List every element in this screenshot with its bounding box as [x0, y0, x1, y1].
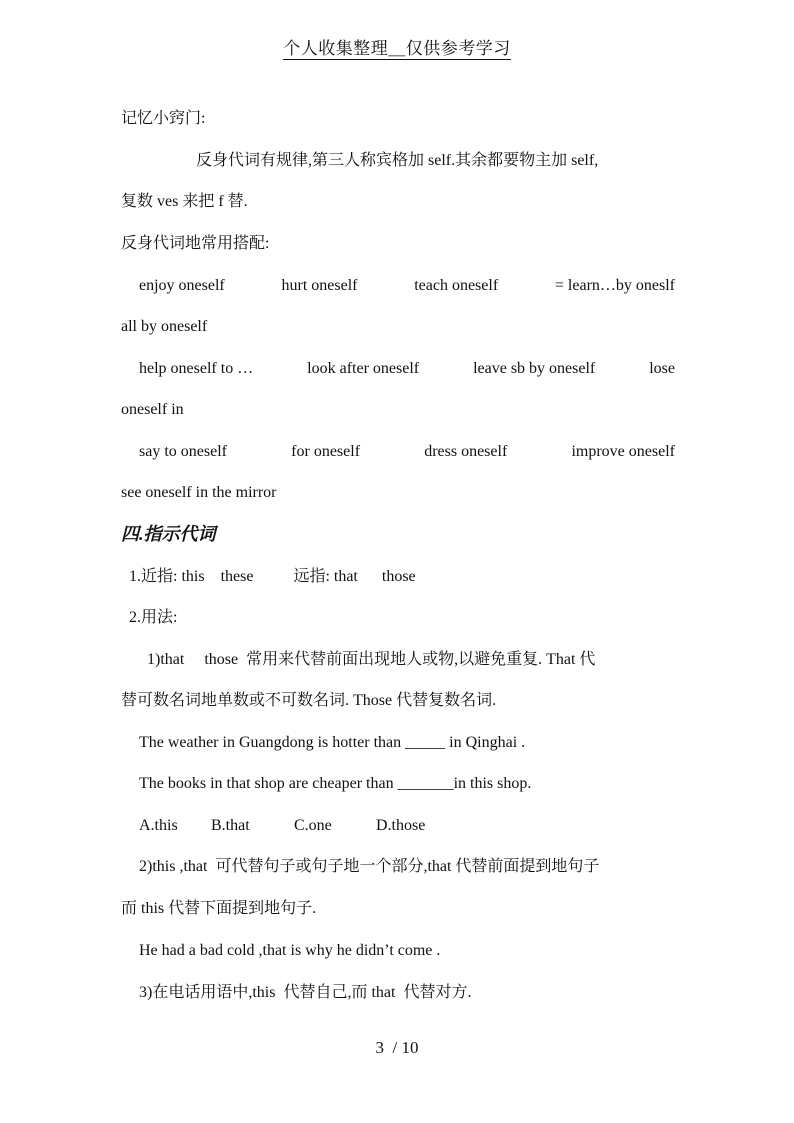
collocation-item: teach oneself — [414, 277, 499, 294]
collocation-row-2-cont: oneself in — [121, 401, 184, 418]
collocation-item: look after oneself — [307, 360, 420, 377]
usage-1-line1: 1)that those 常用来代替前面出现地人或物,以避免重复. That 代 — [147, 651, 596, 668]
header-text: 个人收集整理＿仅供参考学习 — [283, 39, 511, 58]
usage-2-line2: 而 this 代替下面提到地句子. — [121, 900, 317, 917]
collocation-row-1-cont: all by oneself — [121, 318, 208, 335]
option-c: C.one — [294, 817, 332, 834]
mnemonic-rule-line2: 复数 ves 来把 f 替. — [121, 193, 248, 210]
collocation-row-3-cont: see oneself in the mirror — [121, 484, 277, 501]
option-a: A.this — [139, 817, 178, 834]
usage-2-line1: 2)this ,that 可代替句子或句子地一个部分,that 代替前面提到地句子 — [139, 858, 600, 875]
collocation-item: leave sb by oneself — [473, 360, 596, 377]
mnemonic-rule-line1: 反身代词有规律,第三人称宾格加 self.其余都要物主加 self, — [196, 152, 599, 169]
usage-3: 3)在电话用语中,this 代替自己,而 that 代替对方. — [139, 984, 472, 1001]
collocation-item: = learn…by oneslf — [554, 277, 675, 294]
point-2: 2.用法: — [129, 609, 178, 626]
answer-options — [139, 816, 695, 836]
collocation-item: hurt oneself — [281, 277, 358, 294]
collocation-item: help oneself to … — [139, 360, 254, 377]
collocation-item: for oneself — [291, 443, 361, 460]
example-3: He had a bad cold ,that is why he didn’t come . — [139, 942, 441, 959]
section-title: 四.指示代词 — [121, 524, 216, 544]
collocation-item: improve oneself — [571, 443, 675, 460]
example-2: The books in that shop are cheaper than _______in this shop. — [139, 775, 532, 792]
collocation-item: lose — [649, 360, 675, 377]
collocation-row-3 — [139, 442, 675, 462]
mnemonic-title: 记忆小窍门: — [121, 110, 206, 127]
point-1: 1.近指: this these 远指: that those — [129, 568, 416, 585]
option-b: B.that — [211, 817, 250, 834]
collocation-row-1 — [139, 276, 675, 296]
page-number: 3 / 10 — [375, 1038, 419, 1057]
option-d: D.those — [376, 817, 426, 834]
example-1: The weather in Guangdong is hotter than _____ in Qinghai . — [139, 734, 526, 751]
collocation-item: say to oneself — [139, 443, 227, 460]
usage-1-line2: 替可数名词地单数或不可数名词. Those 代替复数名词. — [121, 692, 497, 709]
collocation-item: enjoy oneself — [139, 277, 225, 294]
collocation-row-2 — [139, 359, 675, 379]
page-header — [0, 34, 794, 59]
collocations-title: 反身代词地常用搭配: — [121, 235, 270, 252]
collocation-item: dress oneself — [424, 443, 508, 460]
